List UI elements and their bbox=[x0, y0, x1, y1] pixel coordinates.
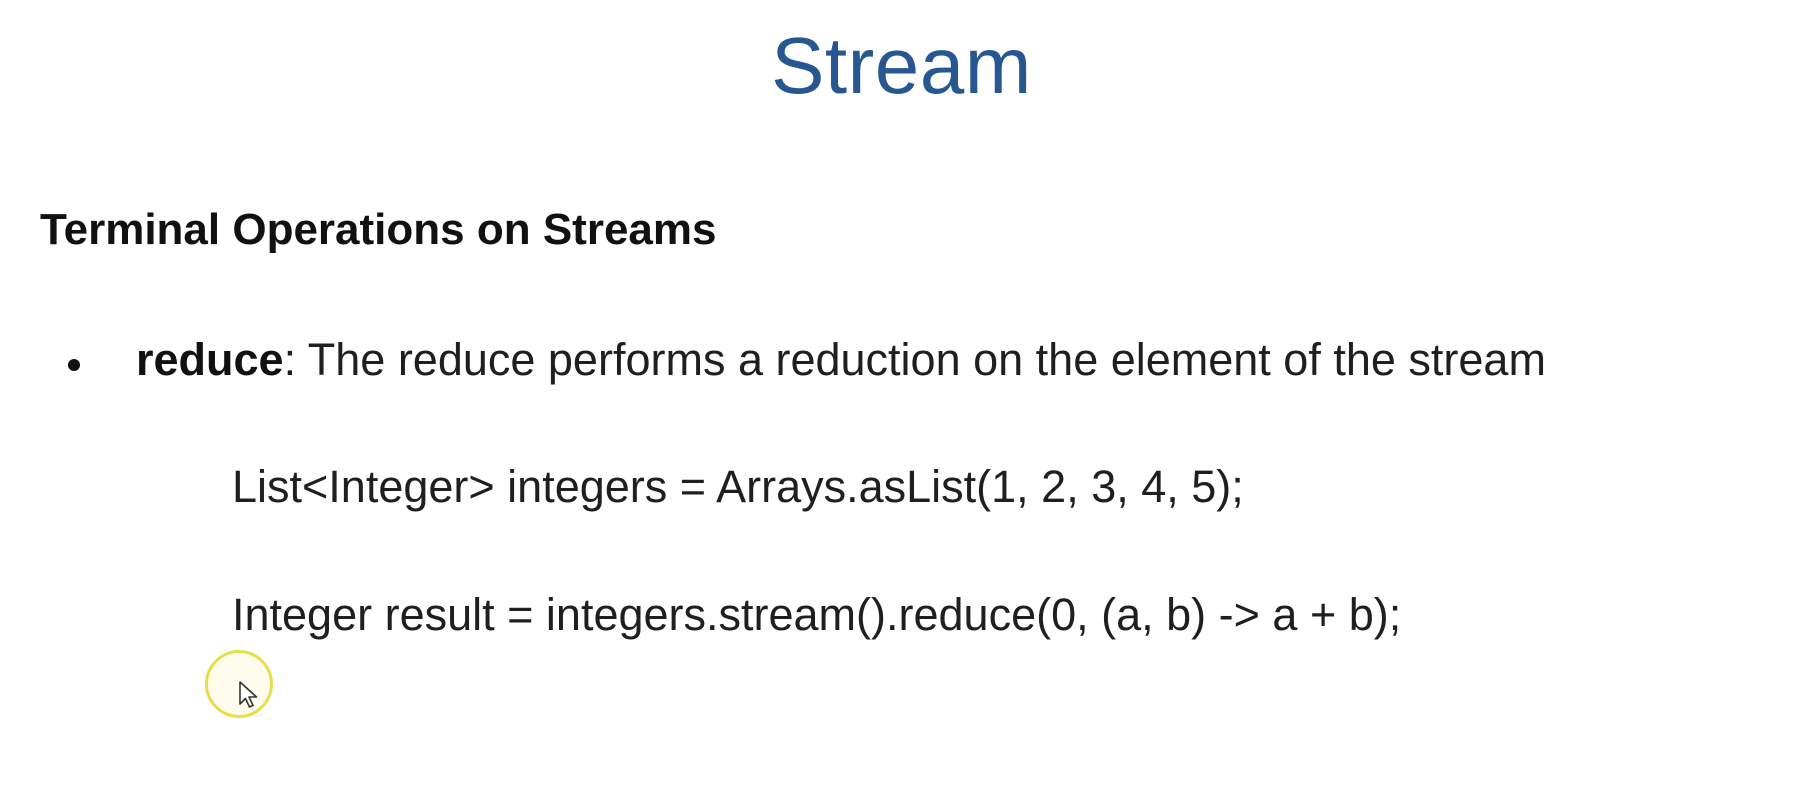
code-line-reduce: Integer result = integers.stream().reduce(0, (a, b) -> a + b); bbox=[232, 589, 1402, 640]
bullet-term: reduce bbox=[136, 334, 284, 385]
bullet-item bbox=[68, 332, 1546, 388]
code-line-list: List<Integer> integers = Arrays.asList(1, 2, 3, 4, 5); bbox=[232, 461, 1244, 512]
slide-title: Stream bbox=[771, 21, 1032, 110]
bullet-text bbox=[136, 332, 1546, 388]
bullet-dot-icon bbox=[68, 359, 80, 371]
bullet-description: : The reduce performs a reduction on the element of the stream bbox=[283, 334, 1546, 385]
mouse-pointer-icon bbox=[238, 680, 260, 710]
section-heading: Terminal Operations on Streams bbox=[40, 205, 717, 254]
